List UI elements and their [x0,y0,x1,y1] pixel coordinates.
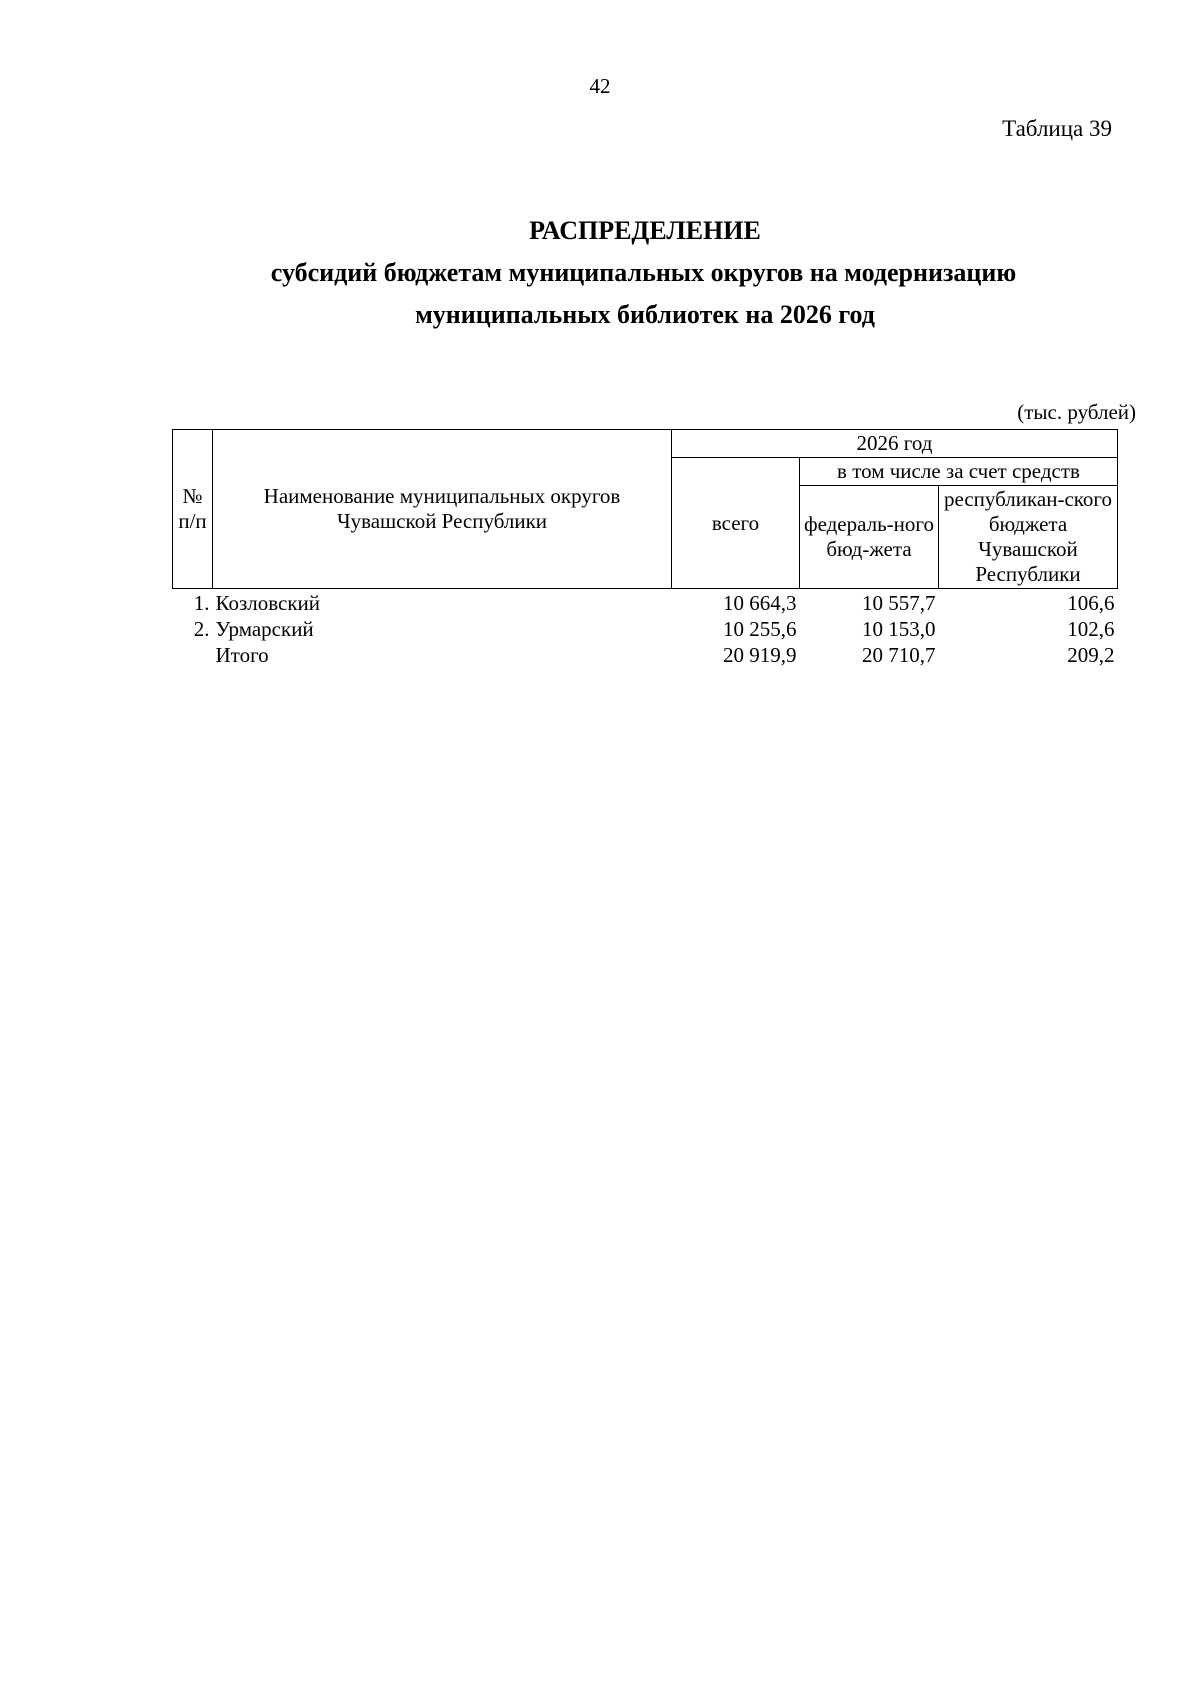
row-republican: 102,6 [1067,617,1115,641]
summary-num [173,641,213,667]
title-line-1: РАСПРЕДЕЛЕНИЕ [529,216,761,245]
page-number: 42 [589,74,611,98]
summary-total: 20 919,9 [723,643,797,667]
row-total: 10 664,3 [723,591,797,615]
row-num: 1. [193,591,210,615]
document-title [0,210,1200,336]
table-header [173,430,1118,589]
table-row [173,615,1118,641]
row-num: 2. [193,617,210,641]
row-name: Козловский [215,591,321,615]
header-republican: республикан-ского бюджета Чувашской Республики [939,486,1118,589]
header-federal: федераль-ного бюд-жета [800,486,939,589]
row-federal: 10 557,7 [862,591,936,615]
summary-republican: 209,2 [1067,643,1115,667]
row-name: Урмарский [215,617,314,641]
summary-row [173,641,1118,667]
header-year: 2026 год [672,430,1118,458]
row-republican: 106,6 [1067,591,1115,615]
header-including: в том числе за счет средств [800,458,1118,486]
table-label: Таблица 39 [1002,116,1112,141]
distribution-table [172,429,1118,667]
summary-federal: 20 710,7 [862,643,936,667]
title-line-2: субсидий бюджетам муниципальных округов на модернизацию [270,258,1017,287]
title-line-3: муниципальных библиотек на 2026 год [415,300,875,329]
header-name: Наименование муниципальных округов Чувашской Республики [213,430,672,589]
header-total: всего [672,458,800,589]
summary-name: Итого [215,643,269,667]
row-total: 10 255,6 [723,617,797,641]
row-federal: 10 153,0 [862,617,936,641]
unit-note: (тыс. рублей) [1017,400,1136,424]
header-num: № п/п [173,430,213,589]
table-body [173,589,1118,668]
table-row [173,589,1118,616]
